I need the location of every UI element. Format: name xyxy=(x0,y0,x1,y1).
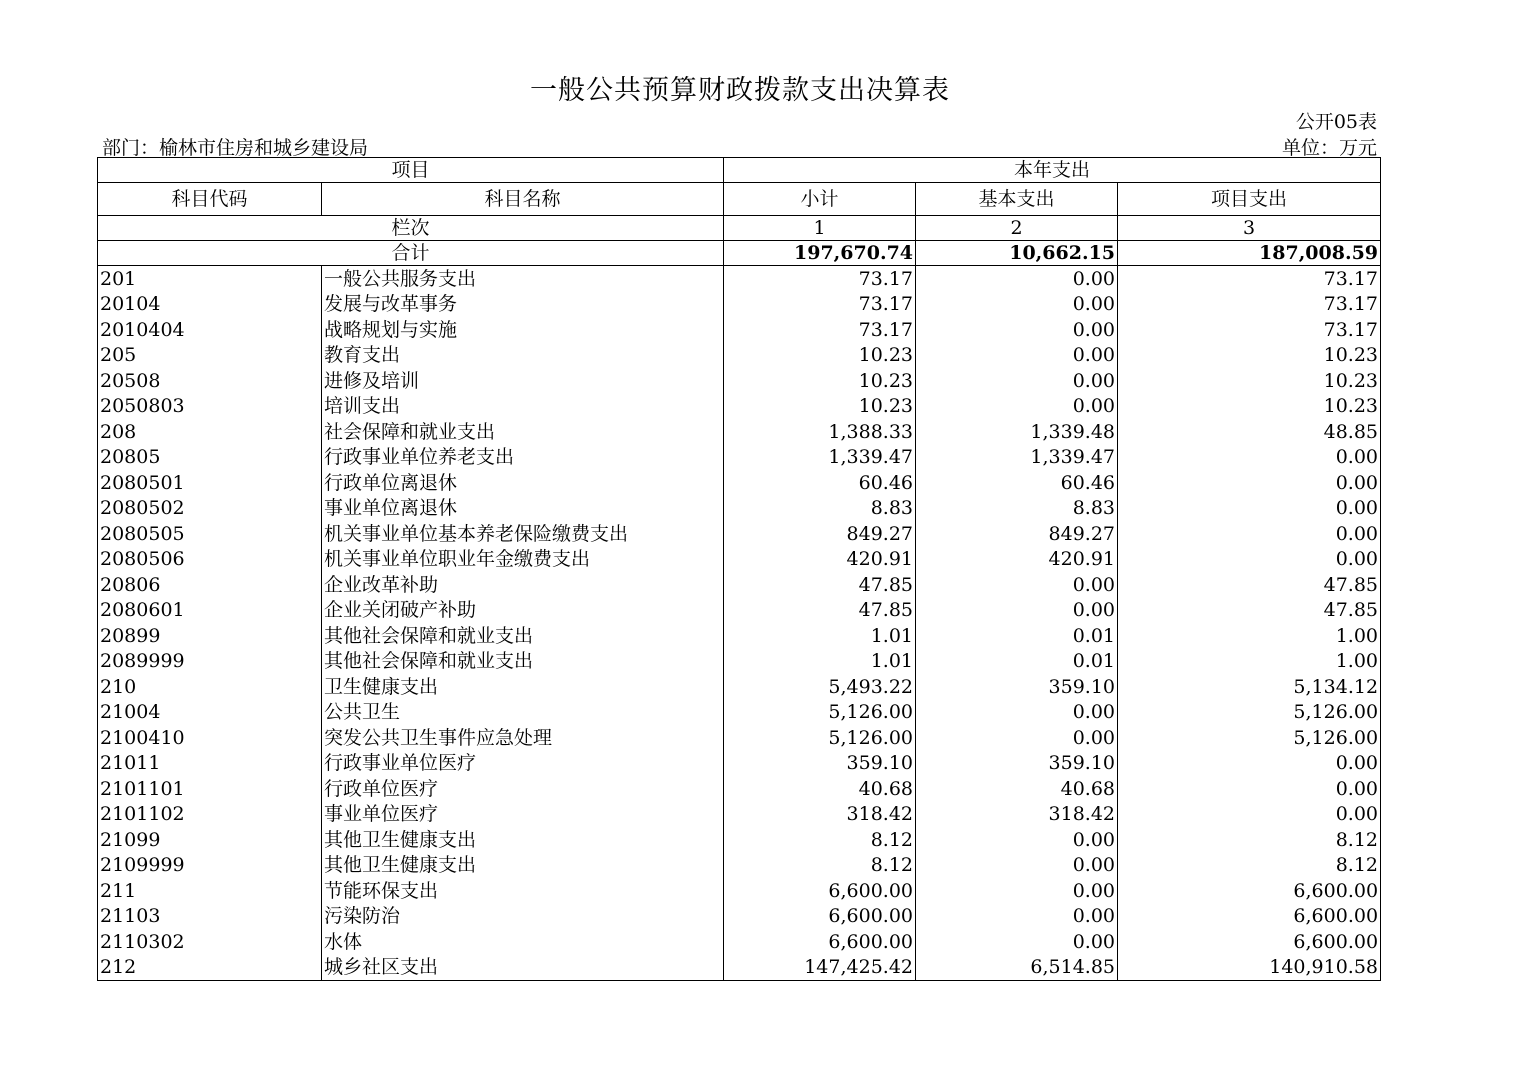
cell-code: 20508 xyxy=(98,368,322,394)
cell-basic: 0.00 xyxy=(916,292,1118,318)
cell-project: 10.23 xyxy=(1118,343,1381,369)
cell-subtotal: 47.85 xyxy=(724,598,916,624)
cell-project: 140,910.58 xyxy=(1118,955,1381,981)
cell-basic: 0.00 xyxy=(916,394,1118,420)
cell-basic: 359.10 xyxy=(916,751,1118,777)
cell-code: 201 xyxy=(98,266,322,292)
cell-code: 2080501 xyxy=(98,470,322,496)
header-project-expenditure: 项目支出 xyxy=(1118,183,1381,216)
cell-subtotal: 849.27 xyxy=(724,521,916,547)
table-row xyxy=(98,394,1381,420)
cell-basic: 0.00 xyxy=(916,725,1118,751)
table-row xyxy=(98,802,1381,828)
table-row xyxy=(98,878,1381,904)
cell-basic: 8.83 xyxy=(916,496,1118,522)
table-row xyxy=(98,929,1381,955)
cell-subtotal: 8.12 xyxy=(724,827,916,853)
cell-basic: 0.01 xyxy=(916,623,1118,649)
cell-subtotal: 8.83 xyxy=(724,496,916,522)
cell-code: 2101101 xyxy=(98,776,322,802)
cell-basic: 0.00 xyxy=(916,343,1118,369)
cell-name: 机关事业单位基本养老保险缴费支出 xyxy=(322,521,724,547)
cell-code: 2010404 xyxy=(98,317,322,343)
cell-code: 2100410 xyxy=(98,725,322,751)
table-row xyxy=(98,445,1381,471)
total-row xyxy=(98,241,1381,266)
cell-subtotal: 73.17 xyxy=(724,266,916,292)
cell-code: 20104 xyxy=(98,292,322,318)
table-row xyxy=(98,521,1381,547)
table-row xyxy=(98,266,1381,292)
table-row xyxy=(98,419,1381,445)
table-row xyxy=(98,292,1381,318)
cell-name: 公共卫生 xyxy=(322,700,724,726)
cell-name: 一般公共服务支出 xyxy=(322,266,724,292)
cell-name: 企业关闭破产补助 xyxy=(322,598,724,624)
header-col-2: 2 xyxy=(916,216,1118,241)
cell-basic: 0.00 xyxy=(916,572,1118,598)
cell-name: 事业单位医疗 xyxy=(322,802,724,828)
cell-basic: 849.27 xyxy=(916,521,1118,547)
cell-subtotal: 60.46 xyxy=(724,470,916,496)
cell-name: 节能环保支出 xyxy=(322,878,724,904)
header-col-3: 3 xyxy=(1118,216,1381,241)
cell-name: 企业改革补助 xyxy=(322,572,724,598)
cell-subtotal: 5,126.00 xyxy=(724,725,916,751)
cell-code: 20805 xyxy=(98,445,322,471)
cell-project: 47.85 xyxy=(1118,598,1381,624)
table-row xyxy=(98,343,1381,369)
total-subtotal: 197,670.74 xyxy=(724,241,916,266)
cell-subtotal: 10.23 xyxy=(724,343,916,369)
cell-name: 其他社会保障和就业支出 xyxy=(322,623,724,649)
header-basic: 基本支出 xyxy=(916,183,1118,216)
cell-project: 0.00 xyxy=(1118,470,1381,496)
cell-project: 0.00 xyxy=(1118,547,1381,573)
table-row xyxy=(98,623,1381,649)
header-row-order xyxy=(98,216,1381,241)
cell-subtotal: 5,126.00 xyxy=(724,700,916,726)
cell-project: 0.00 xyxy=(1118,445,1381,471)
header-code: 科目代码 xyxy=(98,183,322,216)
cell-project: 10.23 xyxy=(1118,394,1381,420)
cell-project: 6,600.00 xyxy=(1118,904,1381,930)
cell-subtotal: 73.17 xyxy=(724,317,916,343)
table-row xyxy=(98,776,1381,802)
cell-subtotal: 1.01 xyxy=(724,623,916,649)
header-name: 科目名称 xyxy=(322,183,724,216)
cell-name: 事业单位离退休 xyxy=(322,496,724,522)
cell-project: 10.23 xyxy=(1118,368,1381,394)
cell-basic: 0.00 xyxy=(916,598,1118,624)
cell-name: 污染防治 xyxy=(322,904,724,930)
cell-name: 战略规划与实施 xyxy=(322,317,724,343)
table-row xyxy=(98,725,1381,751)
header-row-group xyxy=(98,158,1381,183)
cell-project: 5,134.12 xyxy=(1118,674,1381,700)
expenditure-table xyxy=(97,157,1381,981)
table-row xyxy=(98,853,1381,879)
cell-name: 培训支出 xyxy=(322,394,724,420)
cell-basic: 318.42 xyxy=(916,802,1118,828)
cell-basic: 0.00 xyxy=(916,853,1118,879)
cell-name: 社会保障和就业支出 xyxy=(322,419,724,445)
department-label: 部门：榆林市住房和城乡建设局 xyxy=(102,137,369,159)
table-row xyxy=(98,649,1381,675)
unit-label: 单位：万元 xyxy=(1281,137,1377,159)
cell-name: 突发公共卫生事件应急处理 xyxy=(322,725,724,751)
header-col-1: 1 xyxy=(724,216,916,241)
cell-project: 6,600.00 xyxy=(1118,878,1381,904)
cell-basic: 40.68 xyxy=(916,776,1118,802)
cell-code: 205 xyxy=(98,343,322,369)
cell-project: 73.17 xyxy=(1118,292,1381,318)
page-title: 一般公共预算财政拨款支出决算表 xyxy=(530,75,950,106)
cell-basic: 60.46 xyxy=(916,470,1118,496)
cell-subtotal: 359.10 xyxy=(724,751,916,777)
cell-code: 2080506 xyxy=(98,547,322,573)
cell-subtotal: 147,425.42 xyxy=(724,955,916,981)
cell-project: 8.12 xyxy=(1118,827,1381,853)
cell-basic: 0.00 xyxy=(916,368,1118,394)
cell-basic: 0.00 xyxy=(916,904,1118,930)
cell-code: 210 xyxy=(98,674,322,700)
table-row xyxy=(98,955,1381,981)
cell-name: 城乡社区支出 xyxy=(322,955,724,981)
cell-subtotal: 10.23 xyxy=(724,368,916,394)
cell-code: 21004 xyxy=(98,700,322,726)
cell-code: 211 xyxy=(98,878,322,904)
cell-name: 行政单位医疗 xyxy=(322,776,724,802)
cell-project: 0.00 xyxy=(1118,521,1381,547)
cell-project: 1.00 xyxy=(1118,649,1381,675)
cell-project: 0.00 xyxy=(1118,776,1381,802)
cell-subtotal: 10.23 xyxy=(724,394,916,420)
total-basic: 10,662.15 xyxy=(916,241,1118,266)
cell-code: 2080502 xyxy=(98,496,322,522)
cell-project: 48.85 xyxy=(1118,419,1381,445)
header-column-order: 栏次 xyxy=(98,216,724,241)
cell-subtotal: 1.01 xyxy=(724,649,916,675)
form-number: 公开05表 xyxy=(1295,111,1377,133)
cell-basic: 420.91 xyxy=(916,547,1118,573)
cell-basic: 1,339.47 xyxy=(916,445,1118,471)
cell-subtotal: 6,600.00 xyxy=(724,904,916,930)
cell-subtotal: 5,493.22 xyxy=(724,674,916,700)
cell-basic: 0.00 xyxy=(916,266,1118,292)
cell-subtotal: 40.68 xyxy=(724,776,916,802)
cell-code: 21103 xyxy=(98,904,322,930)
header-subtotal: 小计 xyxy=(724,183,916,216)
table-row xyxy=(98,368,1381,394)
cell-subtotal: 8.12 xyxy=(724,853,916,879)
cell-name: 行政单位离退休 xyxy=(322,470,724,496)
cell-basic: 0.00 xyxy=(916,878,1118,904)
cell-name: 机关事业单位职业年金缴费支出 xyxy=(322,547,724,573)
cell-subtotal: 318.42 xyxy=(724,802,916,828)
header-row-columns xyxy=(98,183,1381,216)
cell-subtotal: 6,600.00 xyxy=(724,929,916,955)
cell-subtotal: 47.85 xyxy=(724,572,916,598)
table-row xyxy=(98,470,1381,496)
table-row xyxy=(98,547,1381,573)
cell-name: 其他社会保障和就业支出 xyxy=(322,649,724,675)
total-project: 187,008.59 xyxy=(1118,241,1381,266)
cell-code: 20899 xyxy=(98,623,322,649)
table-row xyxy=(98,496,1381,522)
cell-code: 21011 xyxy=(98,751,322,777)
cell-project: 1.00 xyxy=(1118,623,1381,649)
table-row xyxy=(98,827,1381,853)
cell-project: 5,126.00 xyxy=(1118,725,1381,751)
cell-basic: 0.00 xyxy=(916,317,1118,343)
cell-basic: 6,514.85 xyxy=(916,955,1118,981)
table-row xyxy=(98,751,1381,777)
cell-subtotal: 73.17 xyxy=(724,292,916,318)
table-row xyxy=(98,904,1381,930)
cell-basic: 0.00 xyxy=(916,700,1118,726)
cell-project: 47.85 xyxy=(1118,572,1381,598)
cell-basic: 0.00 xyxy=(916,929,1118,955)
cell-basic: 1,339.48 xyxy=(916,419,1118,445)
cell-name: 其他卫生健康支出 xyxy=(322,827,724,853)
cell-project: 8.12 xyxy=(1118,853,1381,879)
cell-project: 0.00 xyxy=(1118,802,1381,828)
cell-code: 212 xyxy=(98,955,322,981)
cell-subtotal: 1,388.33 xyxy=(724,419,916,445)
cell-name: 水体 xyxy=(322,929,724,955)
cell-code: 21099 xyxy=(98,827,322,853)
cell-project: 0.00 xyxy=(1118,751,1381,777)
cell-name: 卫生健康支出 xyxy=(322,674,724,700)
cell-code: 2080601 xyxy=(98,598,322,624)
cell-code: 2101102 xyxy=(98,802,322,828)
cell-subtotal: 420.91 xyxy=(724,547,916,573)
cell-project: 6,600.00 xyxy=(1118,929,1381,955)
header-current-year: 本年支出 xyxy=(724,158,1381,183)
table-row xyxy=(98,317,1381,343)
table-row xyxy=(98,572,1381,598)
cell-project: 73.17 xyxy=(1118,266,1381,292)
cell-basic: 359.10 xyxy=(916,674,1118,700)
cell-basic: 0.01 xyxy=(916,649,1118,675)
total-label: 合计 xyxy=(98,241,724,266)
header-project: 项目 xyxy=(98,158,724,183)
cell-subtotal: 6,600.00 xyxy=(724,878,916,904)
cell-code: 2109999 xyxy=(98,853,322,879)
cell-name: 行政事业单位医疗 xyxy=(322,751,724,777)
cell-code: 20806 xyxy=(98,572,322,598)
cell-name: 教育支出 xyxy=(322,343,724,369)
cell-basic: 0.00 xyxy=(916,827,1118,853)
cell-name: 其他卫生健康支出 xyxy=(322,853,724,879)
cell-name: 进修及培训 xyxy=(322,368,724,394)
cell-project: 73.17 xyxy=(1118,317,1381,343)
cell-code: 2080505 xyxy=(98,521,322,547)
cell-code: 2050803 xyxy=(98,394,322,420)
cell-subtotal: 1,339.47 xyxy=(724,445,916,471)
cell-code: 2089999 xyxy=(98,649,322,675)
table-row xyxy=(98,674,1381,700)
table-row xyxy=(98,598,1381,624)
cell-project: 5,126.00 xyxy=(1118,700,1381,726)
cell-code: 2110302 xyxy=(98,929,322,955)
cell-project: 0.00 xyxy=(1118,496,1381,522)
cell-name: 发展与改革事务 xyxy=(322,292,724,318)
table-row xyxy=(98,700,1381,726)
cell-name: 行政事业单位养老支出 xyxy=(322,445,724,471)
cell-code: 208 xyxy=(98,419,322,445)
